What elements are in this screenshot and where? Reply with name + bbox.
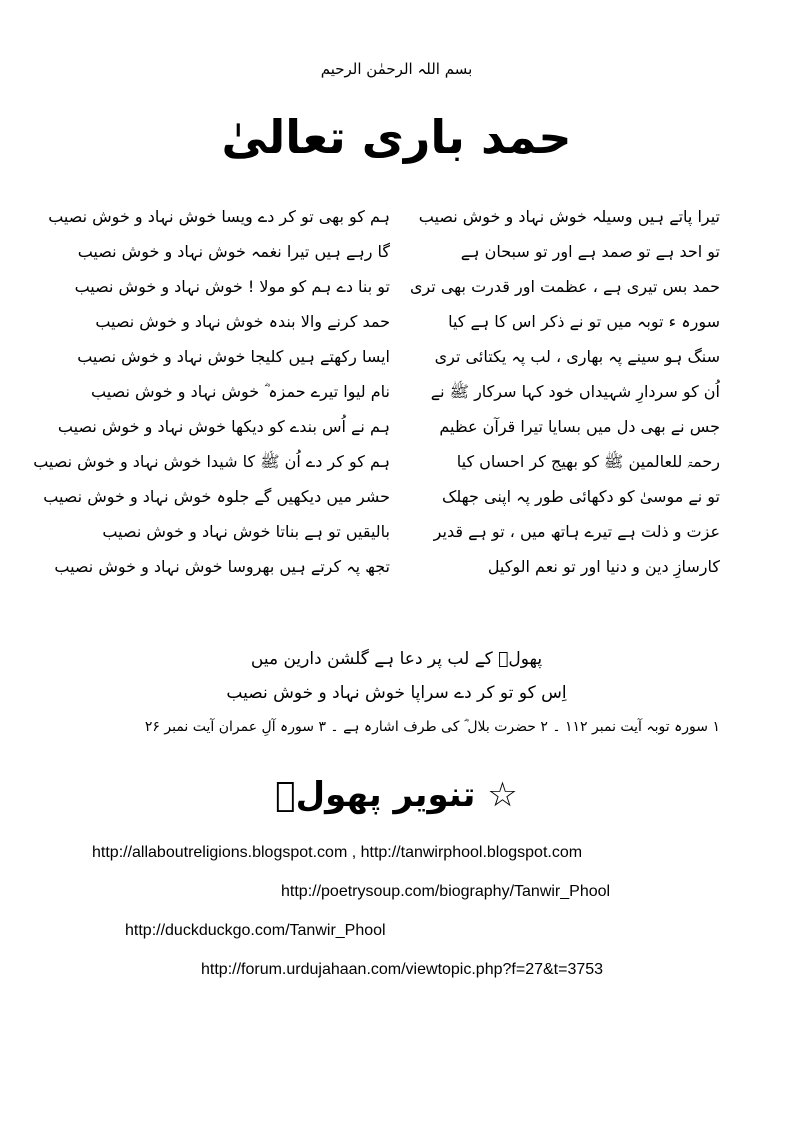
- verse-4-second: حمد کرنے والا بندہ خوش نہاد و خوش نصیب: [95, 312, 390, 331]
- verse-6-first: اُن کو سردارِ شہیداں خود کہا سرکار ﷺ نے: [430, 382, 720, 401]
- verse-11-second: تجھ پہ کرتے ہیں بھروسا خوش نہاد و خوش نصیب: [54, 557, 390, 576]
- poem-title: حمد باری تعالیٰ: [221, 110, 572, 164]
- verse-1-second: ہم کو بھی تو کر دے ویسا خوش نہاد و خوش نصیب: [48, 207, 390, 226]
- verse-3-second: تو بنا دے ہم کو مولا ! خوش نہاد و خوش نصیب: [74, 277, 390, 296]
- closing-verse-second: اِس کو تو کر دے سراپا خوش نہاد و خوش نصیب: [226, 683, 567, 703]
- verse-9-second: حشر میں دیکھیں گے جلوہ خوش نہاد و خوش نصیب: [43, 487, 390, 506]
- verse-4-first: سورہ ء توبہ میں تو نے ذکر اس کا ہے کیا: [448, 312, 720, 331]
- verse-2-first: تو احد ہے تو صمد ہے اور تو سبحان ہے: [460, 242, 720, 261]
- closing-verse-first: پھولؔ کے لب پر دعا ہے گلشن دارین میں: [250, 649, 543, 669]
- verse-1-first: تیرا پاتے ہیں وسیلہ خوش نہاد و خوش نصیب: [418, 207, 720, 226]
- verse-3-first: حمد بس تیری ہے ، عظمت اور قدرت بھی تری: [409, 277, 720, 296]
- verse-8-second: ہم کو کر دے اُن ﷺ کا شیدا خوش نہاد و خوش نصیب: [33, 452, 390, 471]
- links-line-3[interactable]: http://duckduckgo.com/Tanwir_Phool: [125, 922, 386, 939]
- verse-5-first: سنگ ہو سینے پہ بھاری ، لب پہ یکتائی تری: [434, 347, 720, 366]
- links-line-1[interactable]: http://allaboutreligions.blogspot.com , http://tanwirphool.blogspot.com: [92, 844, 583, 861]
- verse-7-first: جس نے بھی دل میں بسایا تیرا قرآن عظیم: [439, 417, 720, 436]
- verse-2-second: گا رہے ہیں تیرا نغمہ خوش نہاد و خوش نصیب: [77, 242, 390, 261]
- verse-7-second: ہم نے اُس بندے کو دیکھا خوش نہاد و خوش نصیب: [57, 417, 390, 436]
- verse-9-first: تو نے موسیٰ کو دکھائی طور پہ اپنی جھلک: [442, 487, 720, 506]
- bismillah-heading: بسم اللہ الرحمٰن الرحیم: [320, 60, 473, 78]
- verse-5-second: ایسا رکھتے ہیں کلیجا خوش نہاد و خوش نصیب: [77, 347, 390, 366]
- links-line-2[interactable]: http://poetrysoup.com/biography/Tanwir_Phool: [281, 883, 611, 900]
- verse-10-second: بالیقیں تو ہے بناتا خوش نہاد و خوش نصیب: [102, 522, 390, 541]
- verse-8-first: رحمۃ للعالمین ﷺ کو بھیج کر احساں کیا: [456, 452, 720, 471]
- verse-6-second: نام لیوا تیرے حمزہ ؓ خوش نہاد و خوش نصیب: [91, 382, 390, 401]
- verse-10-first: عزت و ذلت ہے تیرے ہاتھ میں ، تو ہے قدیر: [433, 522, 720, 541]
- verse-11-first: کارسازِ دین و دنیا اور تو نعم الوکیل: [487, 557, 720, 576]
- links-line-4[interactable]: http://forum.urdujahaan.com/viewtopic.php?f=27&t=3753: [201, 961, 604, 978]
- footnotes: ۱ سورہ توبہ آیت نمبر ۱۱۲ ۔ ۲ حضرت بلال ؓ کی طرف اشارہ ہے ۔ ۳ سورہ آلِ عمران آیت نمبر ۲۶: [144, 719, 720, 735]
- poet-signature: ☆ تنویر پھولؔ: [275, 775, 518, 815]
